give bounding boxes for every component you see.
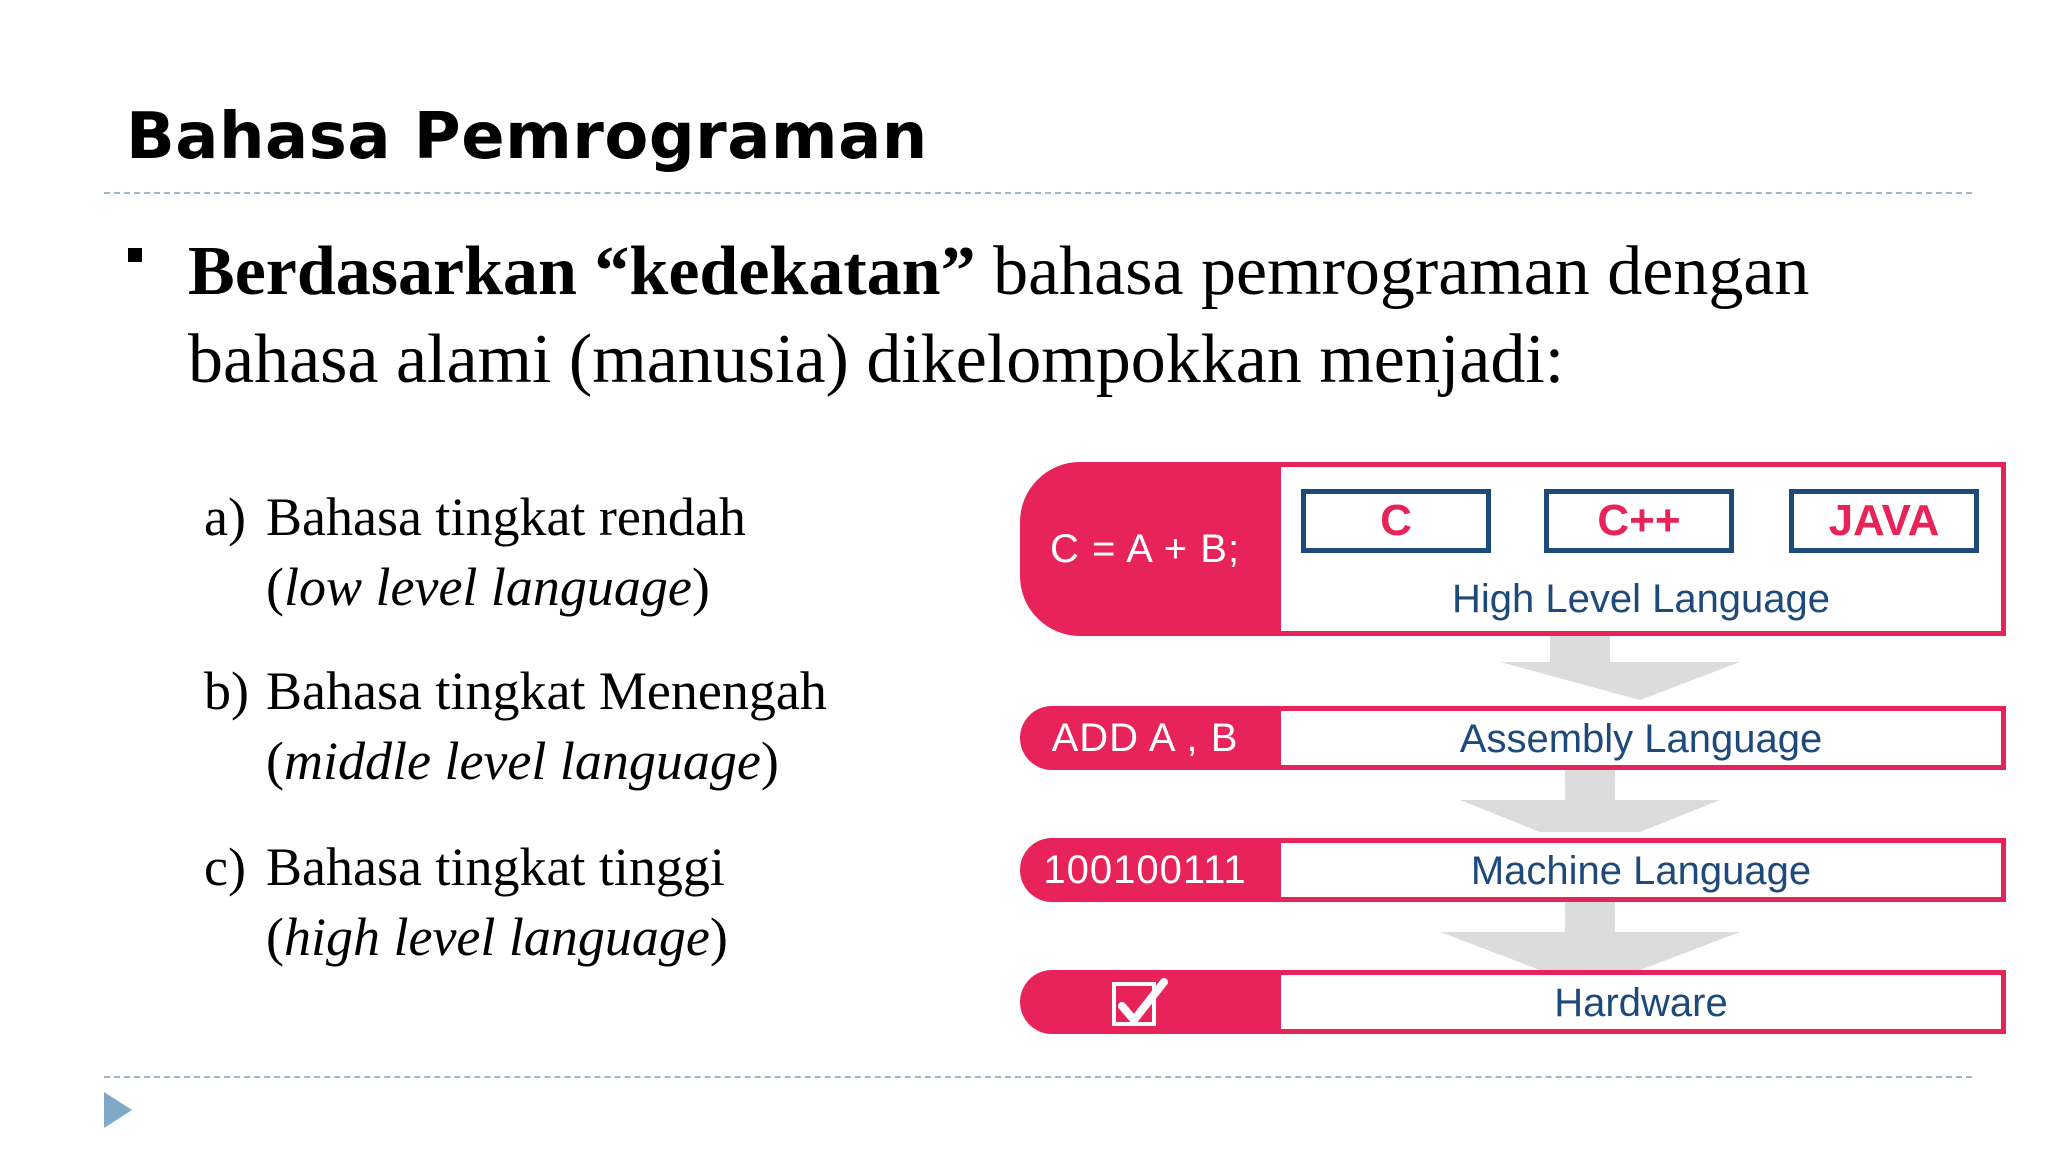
bullet-body-text: bahasa pemrograman dengan bahasa alami (manusia) dikelompokkan menjadi: — [188, 233, 1810, 398]
arrow-down-2 — [1460, 768, 1720, 832]
list-item-letter: c) — [204, 837, 246, 897]
play-triangle-icon — [104, 1092, 132, 1128]
list-item-label: Bahasa tingkat tinggi — [266, 837, 725, 897]
lang-java: JAVA — [1789, 489, 1979, 553]
list-item-high — [204, 832, 728, 972]
hardware-label: Hardware — [1554, 981, 1728, 1025]
lang-cpp: C++ — [1544, 489, 1734, 553]
lang-c: C — [1301, 489, 1491, 553]
assembly-code: ADD A , B — [1051, 715, 1239, 760]
list-item-letter: a) — [204, 487, 246, 547]
hardware-icon-box — [1020, 970, 1280, 1034]
list-item-middle — [204, 656, 827, 796]
machine-label: Machine Language — [1470, 849, 1812, 893]
high-level-code-box — [1020, 462, 1280, 636]
assembly-box — [1276, 706, 2006, 770]
hardware-box — [1276, 970, 2006, 1034]
list-item-subtitle: (high level language) — [266, 907, 728, 967]
list-item-label: Bahasa tingkat Menengah — [266, 661, 827, 721]
machine-code: 100100111 — [1043, 847, 1247, 892]
bottom-divider — [104, 1076, 1972, 1078]
list-item-letter: b) — [204, 661, 249, 721]
slide-title: Bahasa Pemrograman — [126, 100, 928, 174]
bullet-marker — [128, 248, 142, 262]
top-divider — [104, 192, 1972, 194]
language-level-diagram — [1020, 462, 2006, 1034]
assembly-code-box — [1020, 706, 1280, 770]
bullet-text — [188, 228, 1968, 404]
machine-code-box — [1020, 838, 1280, 902]
arrow-down-1 — [1420, 636, 1740, 700]
assembly-label: Assembly Language — [1459, 717, 1823, 761]
high-level-box — [1276, 462, 2006, 636]
high-level-label: High Level Language — [1451, 577, 1831, 621]
list-item-label: Bahasa tingkat rendah — [266, 487, 746, 547]
list-item-subtitle: (middle level language) — [266, 731, 779, 791]
list-item-subtitle: (low level language) — [266, 557, 710, 617]
bullet-bold-text: Berdasarkan “kedekatan” — [188, 233, 976, 310]
arrow-down-3 — [1440, 902, 1740, 970]
list-item-low — [204, 482, 746, 622]
high-level-code: C = A + B; — [1049, 526, 1241, 571]
checkbox-icon — [1112, 982, 1156, 1026]
machine-box — [1276, 838, 2006, 902]
